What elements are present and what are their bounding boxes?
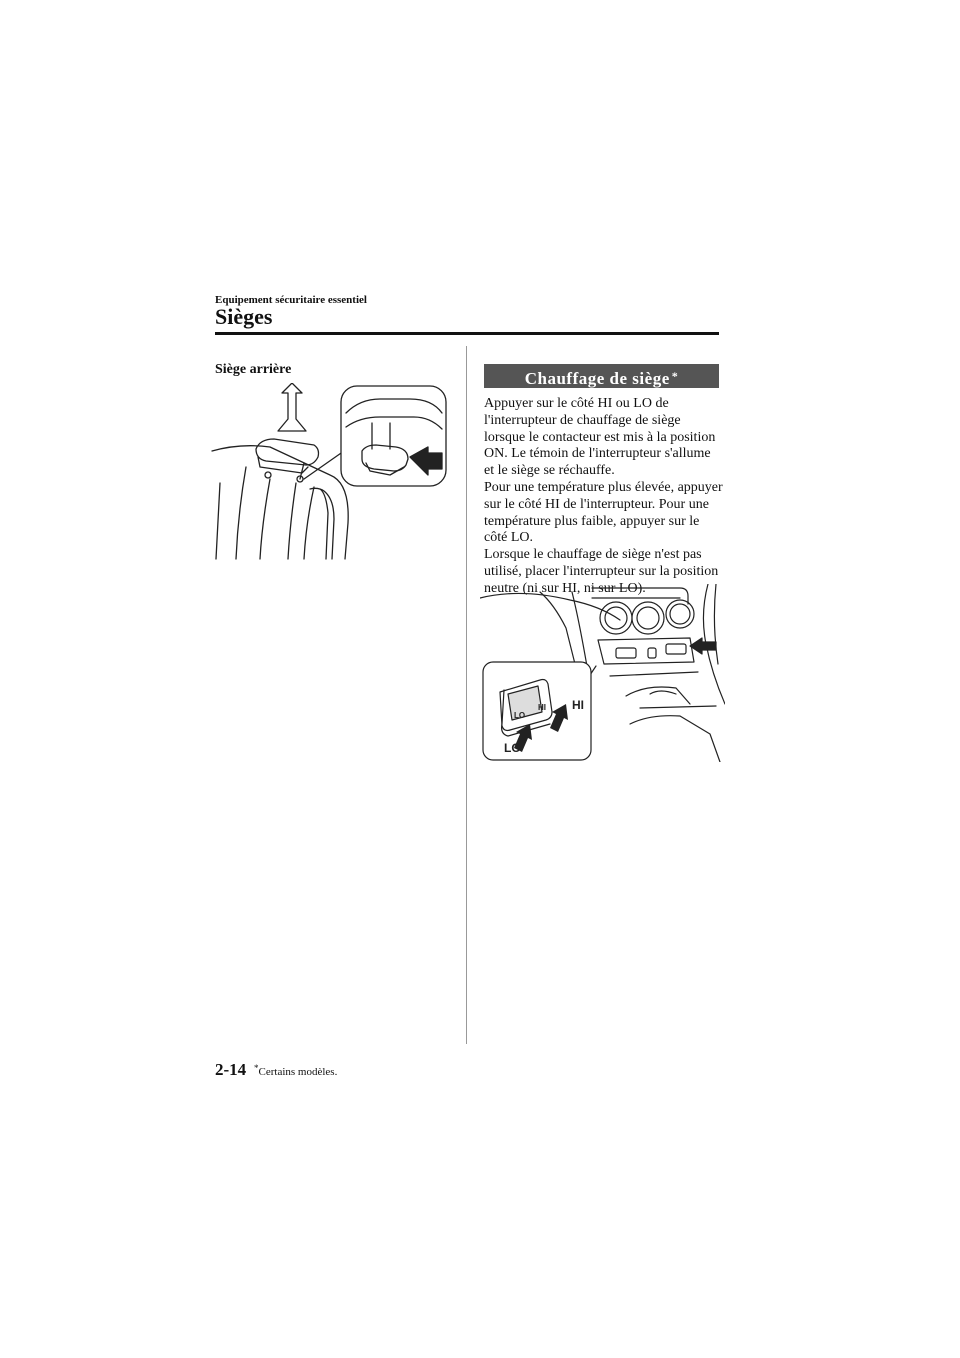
seat-heater-banner: [484, 364, 719, 388]
switch-lo-label: LO: [514, 711, 526, 720]
banner-title: Chauffage de siège: [524, 369, 670, 388]
paragraph-2: Pour une température plus élevée, appuyer sur le côté HI de l'interrupteur. Pour une température plus faible, appuyer sur le côté LO.: [484, 479, 723, 546]
paragraph-3: Lorsque le chauffage de siège n'est pas utilisé, placer l'interrupteur sur la position neutre (ni sur HI, ni sur LO).: [484, 547, 719, 596]
seat-heater-switch-illustration: [480, 584, 725, 762]
footnote-text: Certains modèles.: [258, 1066, 338, 1078]
body-text: [484, 396, 724, 598]
rear-seat-heading: Siège arrière: [215, 362, 292, 377]
column-divider: [466, 346, 467, 1044]
footnote: [254, 1063, 337, 1078]
section-label: Equipement sécuritaire essentiel: [215, 294, 367, 306]
header-rule: [215, 332, 719, 335]
page-number: 2-14: [215, 1060, 247, 1079]
banner-marker: *: [671, 369, 679, 383]
rear-seat-headrest-illustration: [210, 383, 450, 561]
lo-label: LO: [504, 741, 521, 755]
footnote-marker: *: [254, 1063, 259, 1073]
paragraph-1: Appuyer sur le côté HI ou LO de l'interrupteur de chauffage de siège lorsque le contacteur est mis à la position ON. Le témoin de l'interrupteur s'allume et le siège se réchauffe.: [484, 396, 716, 479]
hi-label: HI: [572, 698, 584, 712]
page-title: Sièges: [215, 304, 273, 329]
switch-hi-label: HI: [538, 703, 546, 712]
